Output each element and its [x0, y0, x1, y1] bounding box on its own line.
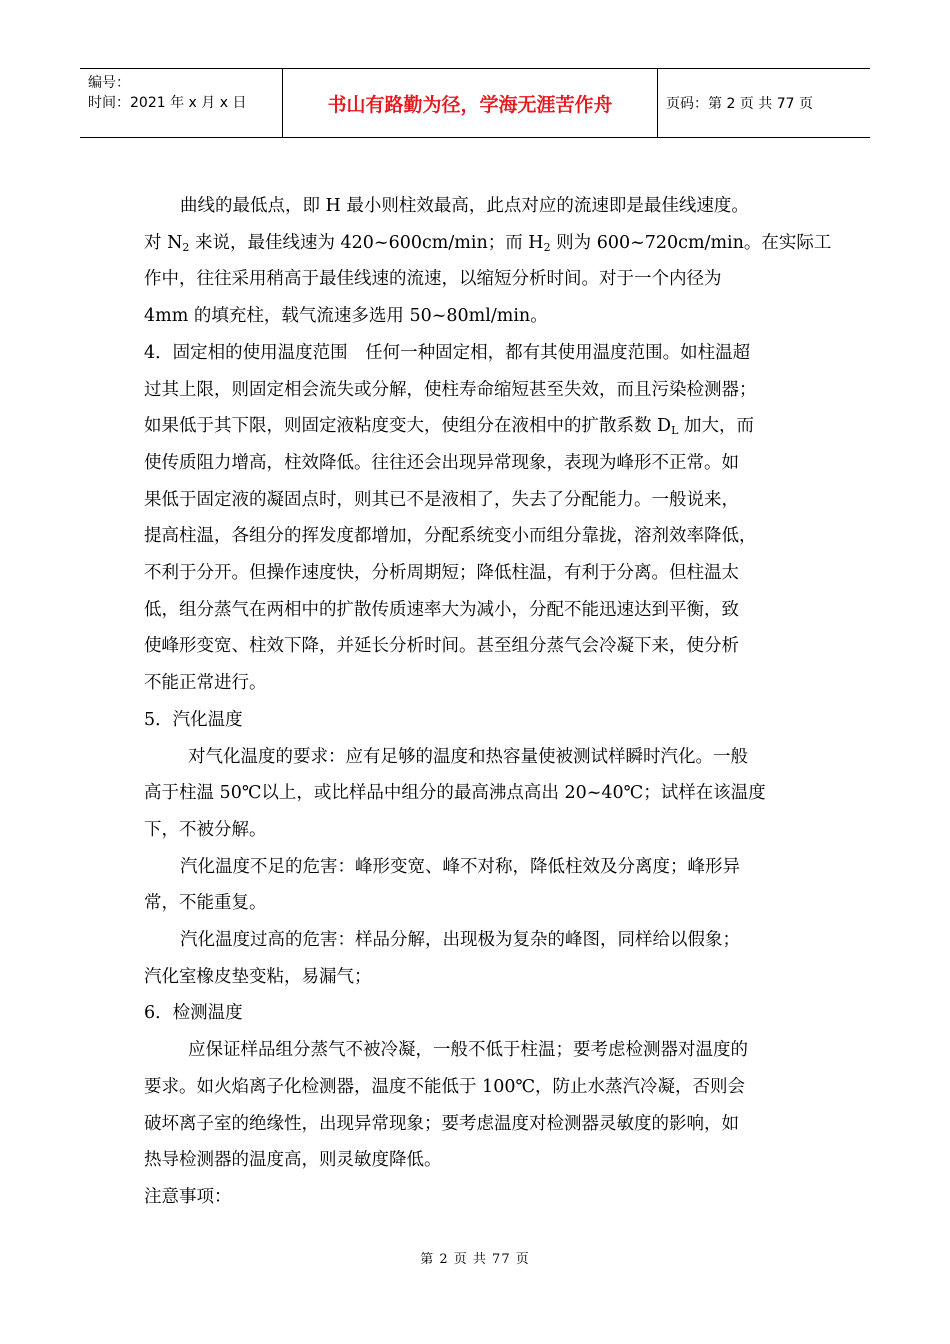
section-heading-6: 6．检测温度: [144, 1003, 243, 1024]
paragraph-line: 汽化室橡皮垫变粘，易漏气；: [144, 966, 372, 987]
paragraph-line: 不利于分开。但操作速度快，分析周期短；降低柱温，有利于分离。但柱温太: [144, 563, 739, 584]
paragraph-line: 对气化温度的要求：应有足够的温度和热容量使被测试样瞬时汽化。一般: [188, 746, 748, 767]
number-label: 编号：: [88, 75, 130, 91]
paragraph-line: 下，不被分解。: [144, 819, 267, 840]
header-info: [80, 69, 283, 137]
paragraph-line: 如果低于其下限，则固定液粘度变大，使组分在液相中的扩散系数 $D_L$ 加大，而: [144, 416, 754, 438]
section-heading-5: 5．汽化温度: [144, 709, 243, 730]
paragraph-line: 过其上限，则固定相会流失或分解，使柱寿命缩短甚至失效，而且污染检测器；: [144, 379, 757, 400]
time-label: 时间：2021 年 x 月 x 日: [88, 95, 247, 111]
document-body: [144, 188, 832, 1216]
paragraph-line: 曲线的最低点，即 H 最小则柱效最高，此点对应的流速即是最佳线速度。: [180, 196, 749, 216]
paragraph-line: 破坏离子室的绝缘性，出现异常现象；要考虑温度对检测器灵敏度的影响，如: [144, 1113, 739, 1134]
section-heading-4: 4．固定相的使用温度范围 任何一种固定相，都有其使用温度范围。如柱温超: [144, 342, 751, 363]
paragraph-line: 应保证样品组分蒸气不被冷凝，一般不低于柱温；要考虑检测器对温度的: [188, 1040, 748, 1061]
paragraph-line: 要求。如火焰离子化检测器，温度不能低于 100℃，防止水蒸汽冷凝，否则会: [144, 1076, 746, 1097]
paragraph-line: 高于柱温 50℃以上，或比样品中组分的最高沸点高出 20~40℃；试样在该温度: [144, 783, 766, 804]
paragraph-line: 4mm 的填充柱，载气流速多选用 50~80ml/min。: [144, 306, 548, 327]
page-footer: 第 2 页 共 77 页: [420, 1252, 530, 1267]
paragraph-line: 提高柱温，各组分的挥发度都增加，分配系统变小而组分靠拢，溶剂效率降低，: [144, 526, 757, 547]
paragraph-line: 不能正常进行。: [144, 673, 267, 694]
paragraph-line: 低，组分蒸气在两相中的扩散传质速率大为减小，分配不能迅速达到平衡，致: [144, 599, 739, 620]
paragraph-line: 汽化温度不足的危害：峰形变宽、峰不对称，降低柱效及分离度；峰形异: [180, 856, 740, 877]
paragraph-line: 对 $N_2$ 来说，最佳线速为 420~600cm/min；而 $H_2$ 则为 600~720cm/min。在实际工: [144, 232, 832, 254]
header-table: [80, 68, 870, 138]
paragraph-line: 使传质阻力增高，柱效降低。往往还会出现异常现象，表现为峰形不正常。如: [144, 452, 739, 473]
paragraph-line: 汽化温度过高的危害：样品分解，出现极为复杂的峰图，同样给以假象；: [180, 930, 740, 951]
header-page-code: 页码：第 2 页 共 77 页: [666, 96, 813, 112]
paragraph-line: 注意事项：: [144, 1186, 232, 1207]
paragraph-line: 作中，往往采用稍高于最佳线速的流速，以缩短分析时间。对于一个内径为: [144, 269, 722, 290]
paragraph-line: 常，不能重复。: [144, 893, 267, 914]
paragraph-line: 热导检测器的温度高，则灵敏度降低。: [144, 1150, 442, 1171]
paragraph-line: 果低于固定液的凝固点时，则其已不是液相了，失去了分配能力。一般说来，: [144, 489, 739, 510]
header-motto: 书山有路勤为径，学海无涯苦作舟: [283, 69, 658, 137]
paragraph-line: 使峰形变宽、柱效下降，并延长分析时间。甚至组分蒸气会冷凝下来，使分析: [144, 636, 739, 657]
